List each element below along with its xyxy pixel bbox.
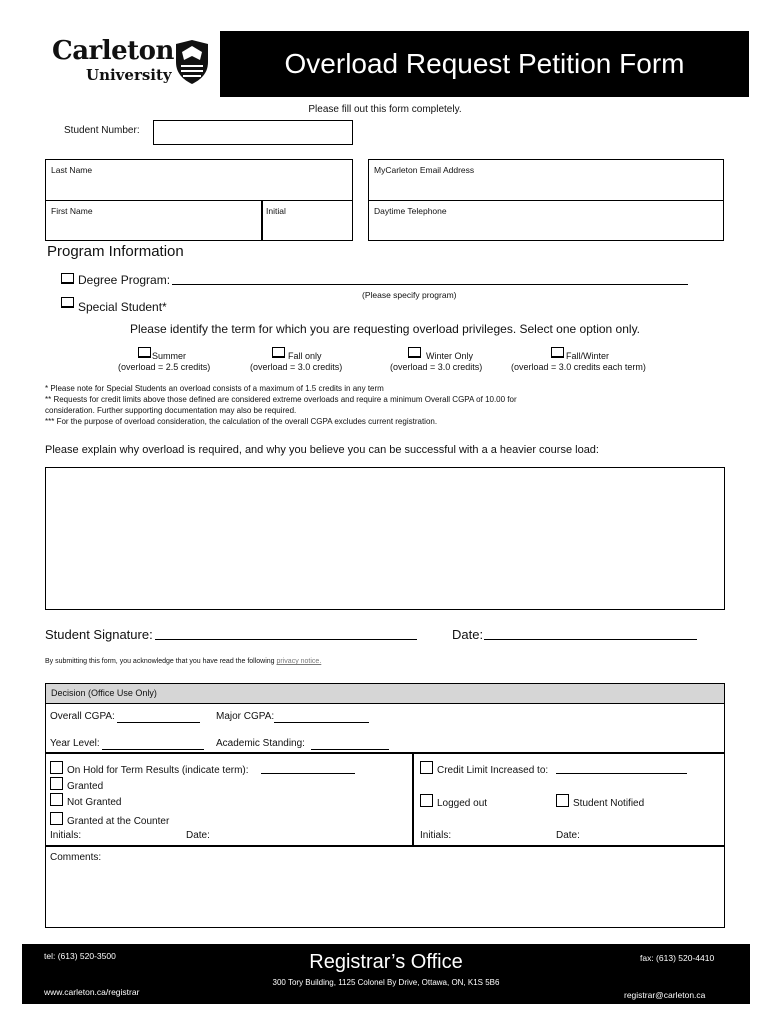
- credit-limit-label: Credit Limit Increased to:: [437, 765, 549, 776]
- footer-email[interactable]: registrar@carleton.ca: [624, 990, 706, 1000]
- fall-winter-checkbox[interactable]: [551, 347, 564, 358]
- note-extreme-overloads-cont: consideration. Further supporting documentation may also be required.: [45, 406, 297, 415]
- summer-checkbox[interactable]: [138, 347, 151, 358]
- decision-header: Decision (Office Use Only): [51, 688, 157, 698]
- fall-only-checkbox[interactable]: [272, 347, 285, 358]
- major-cgpa-label: Major CGPA:: [216, 711, 275, 722]
- first-name-label: First Name: [51, 206, 93, 216]
- logo-wordmark-carleton: Carleton: [52, 36, 174, 66]
- granted-counter-label: Granted at the Counter: [67, 816, 170, 827]
- granted-label: Granted: [67, 781, 104, 792]
- credit-limit-line[interactable]: [556, 773, 687, 774]
- winter-only-label: Winter Only: [426, 351, 474, 361]
- logged-out-checkbox[interactable]: [420, 794, 433, 807]
- academic-standing-label: Academic Standing:: [216, 738, 305, 749]
- fall-only-label: Fall only: [288, 351, 322, 361]
- footer-address: 300 Tory Building, 1125 Colonel By Drive, Ottawa, ON, K1S 5B6: [272, 978, 500, 987]
- winter-only-note: (overload = 3.0 credits): [390, 362, 483, 372]
- degree-program-line[interactable]: [172, 284, 688, 285]
- left-date-label: Date:: [186, 830, 210, 841]
- phone-label: Daytime Telephone: [374, 206, 447, 216]
- comments-label: Comments:: [50, 852, 102, 863]
- signature-line[interactable]: [155, 639, 417, 640]
- on-hold-label: On Hold for Term Results (indicate term):: [67, 765, 249, 776]
- on-hold-term-line[interactable]: [261, 773, 355, 774]
- footer-web[interactable]: www.carleton.ca/registrar: [44, 987, 140, 997]
- winter-only-checkbox[interactable]: [408, 347, 421, 358]
- intro-text: Please fill out this form completely.: [308, 104, 462, 115]
- comments-area[interactable]: [47, 848, 723, 926]
- footer-tel: tel: (613) 520-3500: [44, 951, 116, 961]
- major-cgpa-line[interactable]: [274, 722, 369, 723]
- granted-checkbox[interactable]: [50, 777, 63, 790]
- fall-winter-label: Fall/Winter: [566, 351, 610, 361]
- right-date-label: Date:: [556, 830, 580, 841]
- explanation-textarea[interactable]: [45, 467, 725, 610]
- privacy-acknowledgement: [45, 658, 321, 665]
- on-hold-checkbox[interactable]: [50, 761, 63, 774]
- program-heading: Program Information: [47, 243, 184, 260]
- summer-label: Summer: [152, 351, 187, 361]
- specify-program-note: (Please specify program): [362, 290, 457, 300]
- decision-divider-top: [45, 752, 725, 754]
- special-student-label: Special Student*: [78, 300, 167, 314]
- student-notified-checkbox[interactable]: [556, 794, 569, 807]
- signature-label: Student Signature:: [45, 627, 153, 642]
- summer-note: (overload = 2.5 credits): [118, 362, 211, 372]
- signature-date-line[interactable]: [484, 639, 697, 640]
- overall-cgpa-line[interactable]: [117, 722, 200, 723]
- privacy-notice-link[interactable]: privacy notice.: [276, 658, 322, 665]
- decision-divider-vertical: [412, 752, 414, 846]
- student-number-label: Student Number:: [64, 125, 140, 136]
- degree-program-label: Degree Program:: [78, 273, 171, 287]
- note-special-students: * Please note for Special Students an overload consists of a maximum of 1.5 credits in any term: [45, 384, 384, 393]
- credit-limit-checkbox[interactable]: [420, 761, 433, 774]
- overall-cgpa-label: Overall CGPA:: [50, 711, 115, 722]
- logged-out-label: Logged out: [437, 798, 488, 809]
- note-extreme-overloads: ** Requests for credit limits above those defined are considered extreme overloads and require a minimum Overall CGPA of 10.00 for: [45, 395, 517, 404]
- note-cgpa-calculation: *** For the purpose of overload consideration, the calculation of the overall CGPA excludes current registration.: [45, 417, 438, 426]
- term-instruction: Please identify the term for which you are requesting overload privileges. Select one option only.: [129, 322, 641, 336]
- decision-divider-comments: [45, 845, 725, 847]
- academic-standing-line[interactable]: [311, 749, 389, 750]
- last-name-label: Last Name: [51, 165, 93, 175]
- year-level-label: Year Level:: [50, 738, 100, 749]
- email-label: MyCarleton Email Address: [374, 165, 475, 175]
- year-level-line[interactable]: [102, 749, 204, 750]
- degree-program-checkbox[interactable]: [61, 273, 74, 284]
- footer-fax: fax: (613) 520-4410: [640, 953, 715, 963]
- logo-wordmark-university: University: [86, 66, 172, 84]
- signature-date-label: Date:: [452, 627, 484, 642]
- page-title: Overload Request Petition Form: [284, 48, 685, 79]
- not-granted-checkbox[interactable]: [50, 793, 63, 806]
- ack-text: By submitting this form, you acknowledge that you have read the following: [45, 658, 275, 665]
- left-initials-label: Initials:: [50, 830, 82, 841]
- fall-only-note: (overload = 3.0 credits): [250, 362, 343, 372]
- right-initials-label: Initials:: [420, 830, 452, 841]
- granted-counter-checkbox[interactable]: [50, 812, 63, 825]
- fall-winter-note: (overload = 3.0 credits each term): [511, 362, 646, 372]
- student-number-input[interactable]: [153, 120, 353, 145]
- not-granted-label: Not Granted: [67, 797, 122, 808]
- explain-prompt: Please explain why overload is required, and why you believe you can be successful with a a heavier course load:: [45, 444, 599, 456]
- initial-label: Initial: [266, 206, 286, 216]
- carleton-shield-icon: [172, 40, 212, 84]
- special-student-checkbox[interactable]: [61, 297, 74, 308]
- footer-office-title: Registrar’s Office: [309, 951, 463, 973]
- student-notified-label: Student Notified: [573, 798, 645, 809]
